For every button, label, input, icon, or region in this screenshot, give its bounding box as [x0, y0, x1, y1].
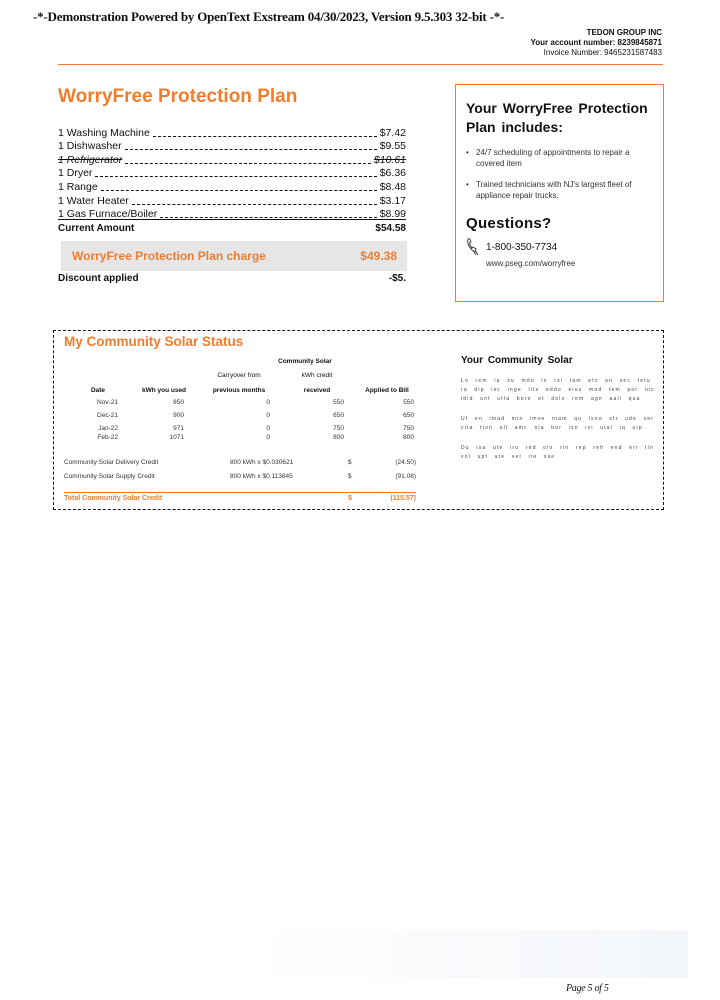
- protection-plan-title: WorryFree Protection Plan: [58, 86, 298, 107]
- bullet-dot-icon: •: [466, 148, 469, 157]
- solar-cell-prev: 0: [266, 425, 270, 432]
- supply-credit-calc: 800 kWh x $0.113845: [230, 473, 293, 480]
- leader-dashes: [125, 163, 371, 164]
- solar-cell-kwh: 1071: [169, 434, 184, 441]
- plan-charge-bar: [61, 241, 407, 271]
- plan-item-label: 1 Refrigerator: [58, 153, 123, 166]
- leader-dashes: [153, 136, 377, 137]
- solar-cell-date: Nov-21: [97, 399, 118, 406]
- company-name: TEDON GROUP INC: [586, 28, 662, 37]
- col-header-date: Date: [90, 387, 106, 394]
- demo-banner: -*-Demonstration Powered by OpenText Exstream 04/30/2023, Version 9.5.303 32-bit -*-: [33, 9, 505, 24]
- plan-item: [58, 125, 406, 139]
- plan-item-label: 1 Water Heater: [58, 194, 129, 207]
- includes-bullet: [466, 147, 653, 169]
- questions-heading: Questions?: [466, 215, 552, 232]
- plan-includes-box: [455, 84, 664, 302]
- plan-item: [58, 179, 406, 193]
- plan-item-amount: $9.55: [379, 140, 406, 153]
- total-solar-credit-currency: $: [348, 495, 352, 502]
- supply-credit-label: Community Solar Supply Credit: [64, 473, 155, 480]
- solar-fine-print-2: Ut en imad min imve niam qu isno str ude xer cita tion ull amc ola bor isn isi utal iq uip: [461, 416, 655, 431]
- discount-label: Discount applied: [58, 273, 139, 284]
- plan-includes-title: Your WorryFree Protection Plan includes:: [466, 100, 648, 135]
- protection-plan-items: [58, 125, 406, 220]
- supply-credit-amount: (91.08): [395, 473, 416, 480]
- plan-item-label: 1 Gas Furnace/Boiler: [58, 208, 158, 221]
- total-divider: [64, 492, 416, 493]
- discount-row: [58, 273, 406, 284]
- includes-bullet-text: 24/7 scheduling of appointments to repair a covered item: [476, 148, 630, 168]
- solar-cell-received: 550: [333, 399, 344, 406]
- plan-charge-label: WorryFree Protection Plan charge: [72, 249, 266, 263]
- solar-cell-received: 800: [333, 434, 344, 441]
- faded-footer-graphic: [268, 930, 688, 978]
- solar-cell-prev: 0: [266, 412, 270, 419]
- delivery-credit-currency: $: [348, 459, 352, 466]
- plan-item-amount: $6.36: [379, 167, 406, 180]
- total-solar-credit-amount: (115.57): [390, 495, 416, 502]
- current-amount-row: [58, 219, 406, 234]
- plan-item-label: 1 Range: [58, 180, 98, 193]
- plan-item: [58, 152, 406, 166]
- account-info: [531, 28, 662, 58]
- invoice-number-line: [531, 48, 662, 58]
- solar-cell-applied: 750: [403, 425, 414, 432]
- leader-dashes: [101, 190, 377, 191]
- plan-item-amount: $7.42: [379, 126, 406, 139]
- current-amount-label: Current Amount: [58, 223, 135, 234]
- solar-cell-date: Dec-21: [97, 412, 118, 419]
- plan-item: [58, 166, 406, 180]
- leader-dashes: [95, 176, 376, 177]
- plan-item: [58, 193, 406, 207]
- col-header-received-top: kWh credit: [301, 372, 333, 379]
- plan-item-label: 1 Dishwasher: [58, 140, 122, 153]
- delivery-credit-calc: 800 kWh x $0.030621: [230, 459, 294, 466]
- leader-dashes: [160, 217, 377, 218]
- solar-cell-kwh: 900: [173, 412, 184, 419]
- solar-cell-applied: 650: [403, 412, 414, 419]
- bullet-dot-icon: •: [466, 180, 469, 189]
- total-solar-credit-label: Total Community Solar Credit: [64, 495, 163, 502]
- plan-item: [58, 139, 406, 153]
- includes-bullet: [466, 179, 653, 201]
- phone-row: [466, 238, 653, 256]
- invoice-number: 9465231587483: [604, 48, 662, 57]
- includes-bullet-text: Trained technicians with NJ's largest fleet of appliance repair trucks.: [476, 180, 632, 200]
- your-community-solar-title: Your Community Solar: [461, 355, 573, 366]
- leader-dashes: [125, 149, 377, 150]
- plan-item-amount: $8.99: [379, 208, 406, 221]
- website-link[interactable]: www.pseg.com/worryfree: [486, 259, 576, 268]
- col-header-applied: Applied to Bill: [365, 387, 409, 394]
- plan-charge-amount: $49.38: [360, 249, 397, 263]
- solar-cell-prev: 0: [266, 434, 270, 441]
- plan-item-label: 1 Washing Machine: [58, 126, 150, 139]
- solar-fine-print-3: Du isa ute iru red olo rin rep reh end eri tin vol upt ate vel ite sse: [461, 445, 654, 460]
- plan-item-label: 1 Dryer: [58, 167, 93, 180]
- col-header-kwh: kWh you used: [141, 387, 187, 394]
- solar-cell-date: Jan-22: [98, 425, 118, 432]
- discount-amount: -$5.: [388, 273, 406, 284]
- community-solar-box: [53, 330, 664, 510]
- solar-cell-received: 750: [333, 425, 344, 432]
- col-header-prev: previous months: [212, 387, 266, 394]
- account-number-line: [531, 38, 662, 48]
- account-number: 8239845871: [617, 38, 662, 47]
- col-header-prev-top: Carryover from: [217, 372, 261, 379]
- solar-cell-applied: 550: [403, 399, 414, 406]
- supply-credit-currency: $: [348, 473, 352, 480]
- invoice-number-label: Invoice Number:: [543, 48, 602, 57]
- phone-hand-icon: [466, 238, 480, 256]
- solar-cell-received: 650: [333, 412, 344, 419]
- col-header-received: received: [303, 387, 331, 394]
- delivery-credit-label: Community Solar Delivery Credit: [64, 459, 159, 466]
- page-number: Page 5 of 5: [566, 983, 609, 994]
- plan-item-amount: $8.48: [379, 180, 406, 193]
- solar-cell-applied: 800: [403, 434, 414, 441]
- delivery-credit-amount: (24.50): [395, 459, 416, 466]
- phone-number[interactable]: 1-800-350-7734: [486, 241, 558, 253]
- current-amount-value: $54.58: [375, 223, 406, 234]
- plan-item-amount: $3.17: [379, 194, 406, 207]
- solar-table-caption: Community Solar: [278, 358, 332, 365]
- account-number-label: Your account number:: [530, 38, 616, 47]
- solar-cell-kwh: 971: [173, 425, 184, 432]
- community-solar-title: My Community Solar Status: [64, 334, 244, 349]
- solar-cell-kwh: 850: [173, 399, 184, 406]
- solar-cell-prev: 0: [266, 399, 270, 406]
- header-divider: [58, 64, 663, 65]
- leader-dashes: [132, 204, 377, 205]
- plan-item-amount: $10.61: [373, 153, 406, 166]
- solar-cell-date: Feb-22: [97, 434, 118, 441]
- solar-fine-print-1: Lo rem ip su mdo lo rsi tam etc on sec tetu ra dip isc inge lits eddo eius mod tem por inc idid unt utla bore et dolo rem agn aali qua: [461, 378, 655, 402]
